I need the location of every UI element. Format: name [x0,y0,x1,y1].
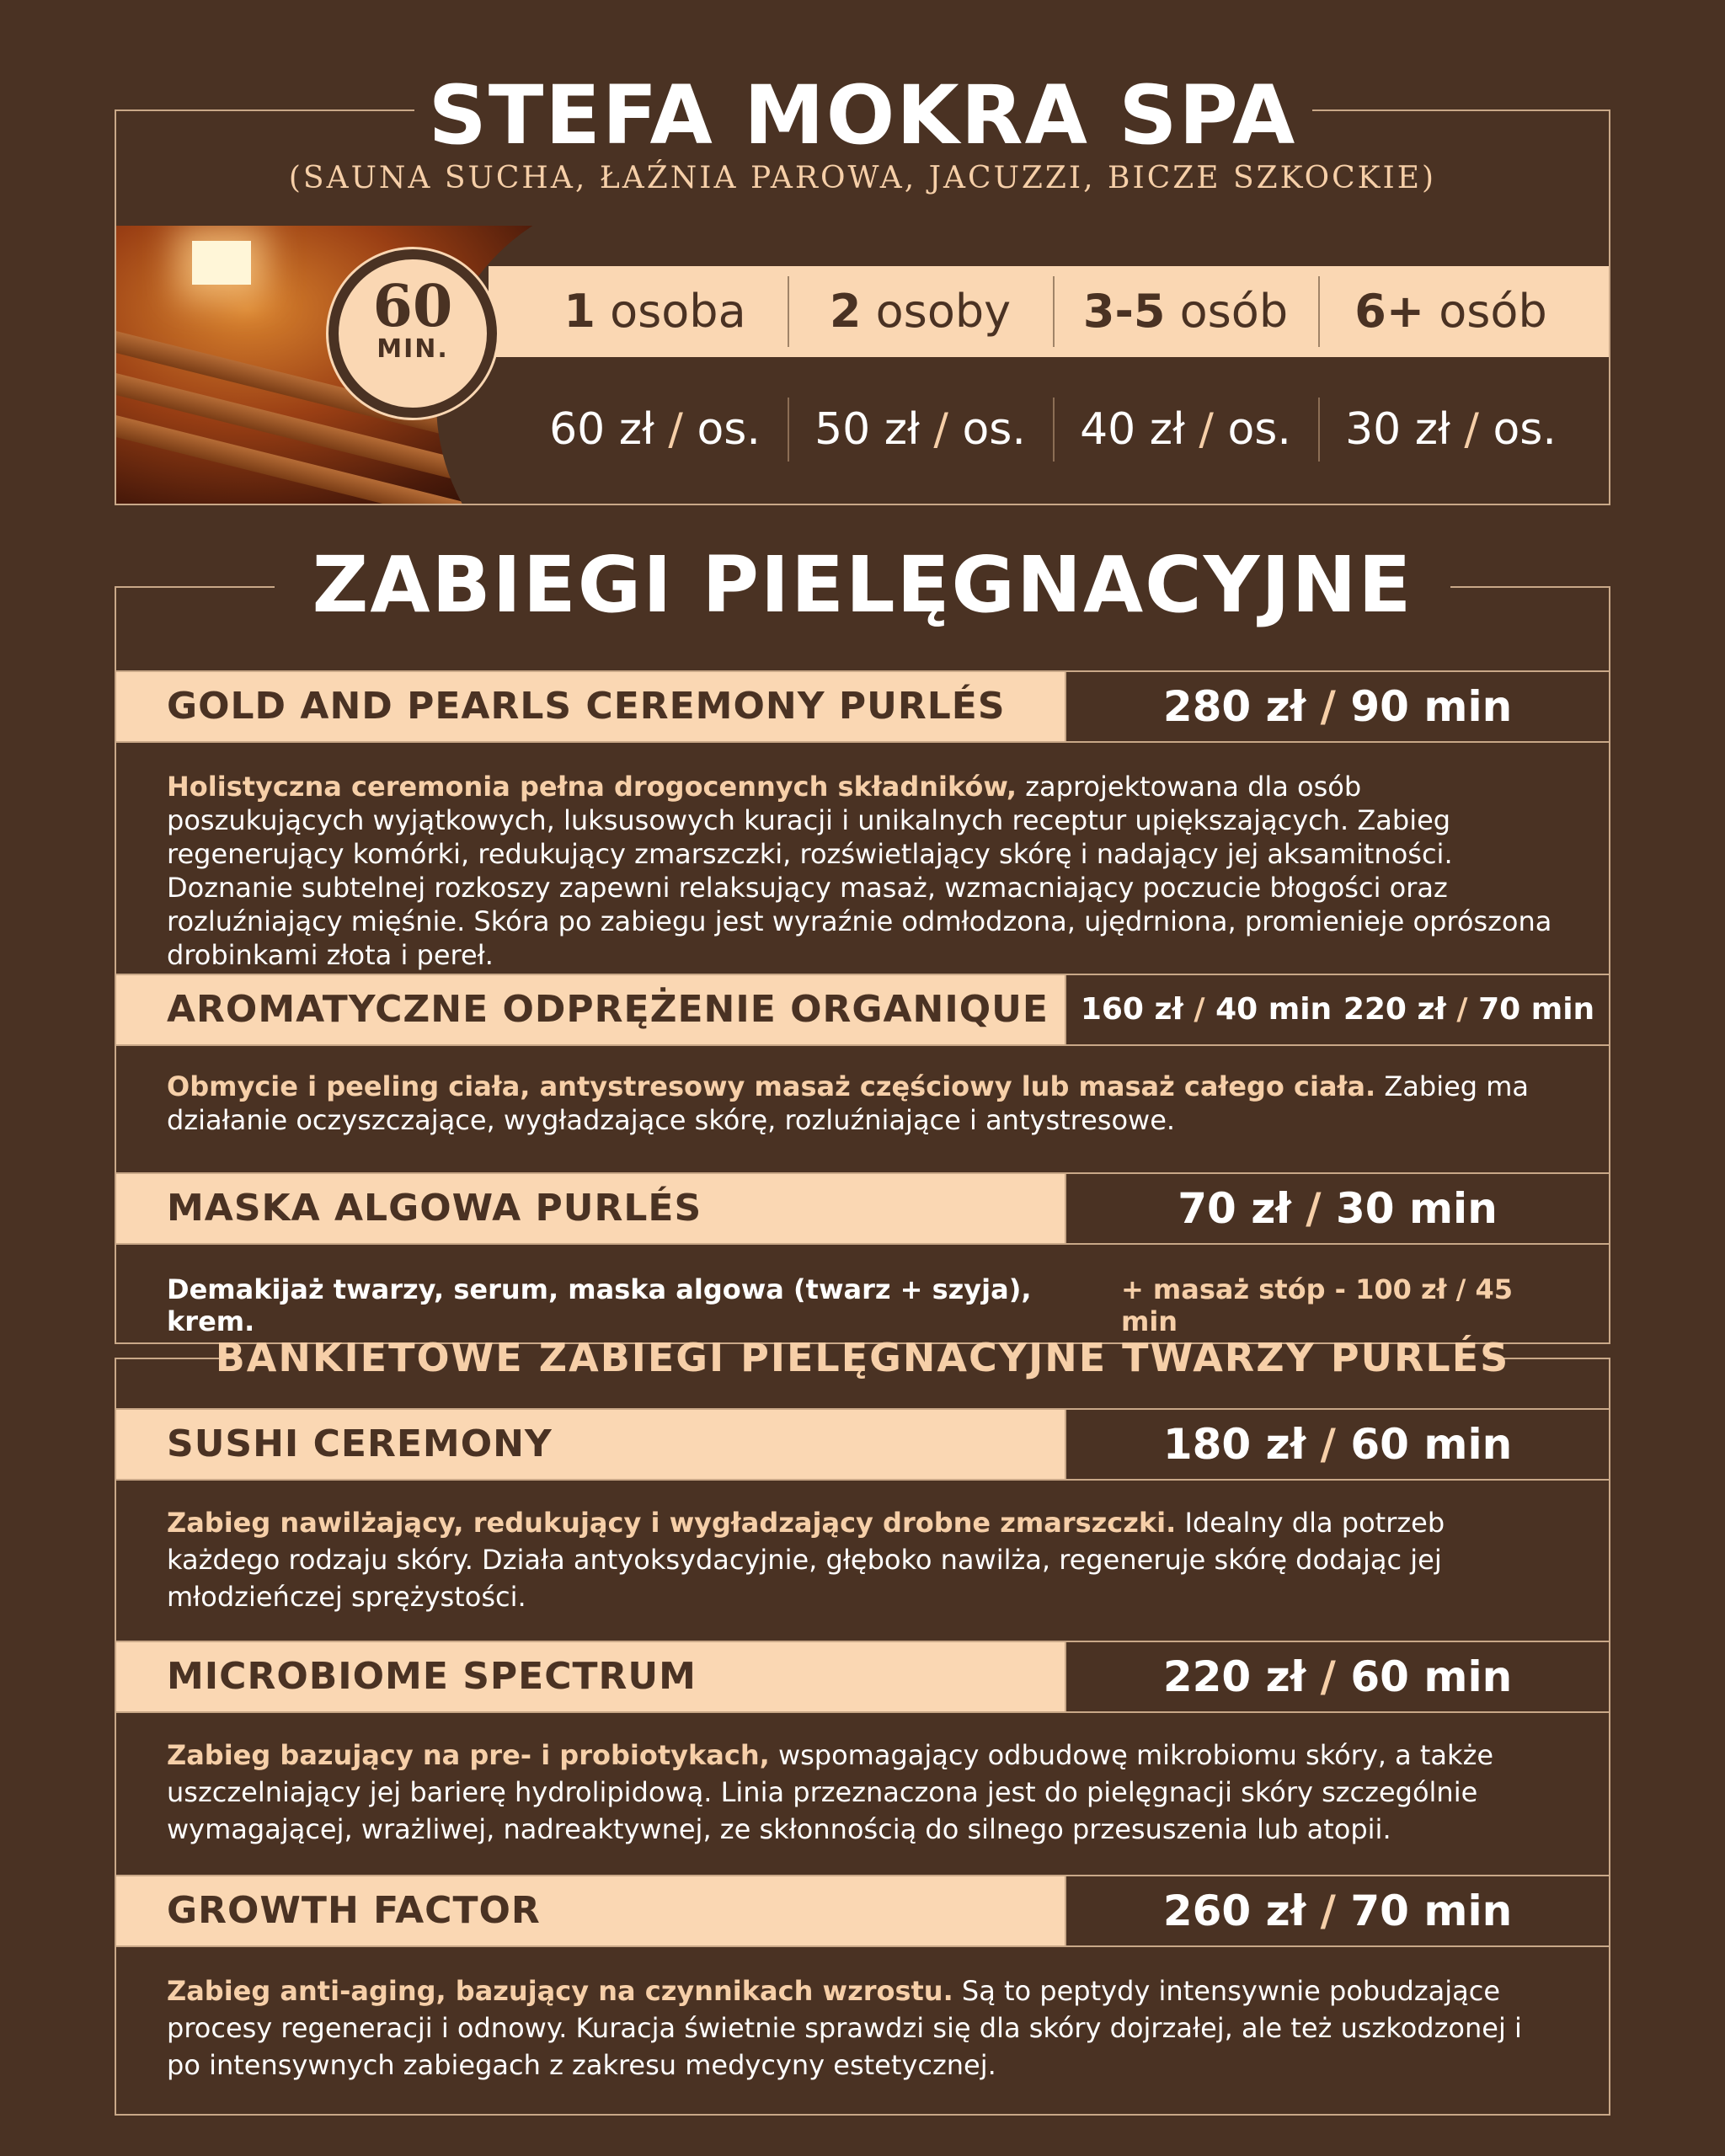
spa-col-head: 3-5 osób [1053,266,1318,357]
spa-price-cell: 40 zł / os. [1053,387,1318,472]
spa-price-cell: 60 zł / os. [549,404,761,455]
treatment-price: 280 zł / 90 min [1065,672,1609,741]
treatment-price: 70 zł / 30 min [1065,1174,1609,1243]
spa-col-head: 2 osoby [788,266,1053,357]
treatment-price: 220 zł / 60 min [1065,1642,1609,1711]
bankiet-title: BANKIETOWE ZABIEGI PIELĘGNACYJNE TWARZY PURLÉS [215,1335,1510,1380]
badge-number: 60 [372,273,453,340]
treatment-name: MASKA ALGOWA PURLÉS [116,1174,1065,1243]
treatment-extra: + masaż stóp - 100 zł / 45 min [1120,1273,1513,1337]
treatment-name: AROMATYCZNE ODPRĘŻENIE ORGANIQUE [116,975,1065,1044]
treatment-description: Zabieg bazujący na pre- i probiotykach, wspomagający odbudowę mikrobiomu skóry, a także uszczelniający jej barierę hydrolipidową. Linia przeznaczona jest do pielęgnacji skóry szczególnie wymagającej, wrażliwej, nadreaktywnej, ze skłonnością do silnego przesuszenia lub atopii. [167,1739,1494,1845]
spa-price-cell: 30 zł / os. [1318,387,1583,472]
treatment-name: SUSHI CEREMONY [116,1410,1065,1479]
treatment-row-growth-factor [116,1875,1609,1947]
spa-title: STEFA MOKRA SPA [428,68,1297,163]
duration-badge [328,249,497,418]
spa-col-head: 1 osoba [563,285,746,338]
treatment-name: GROWTH FACTOR [116,1876,1065,1945]
treatment-row-aromatyczne [116,974,1609,1046]
spa-subtitle: (SAUNA SUCHA, ŁAŹNIA PAROWA, JACUZZI, BICZE SZKOCKIE) [288,161,1437,195]
treatment-description: Obmycie i peeling ciała, antystresowy masaż częściowy lub masaż całego ciała. Zabieg ma działanie oczyszczające, wygładzające skórę, rozluźniające i antystresowe. [167,1070,1530,1136]
treatment-row-gold-pearls [116,670,1609,743]
treatment-row-sushi [116,1408,1609,1481]
treatment-name: MICROBIOME SPECTRUM [116,1642,1065,1711]
spa-price-cell: 50 zł / os. [788,387,1053,472]
treatment-description: Holistyczna ceremonia pełna drogocennych składników, zaprojektowana dla osób poszukujących wyjątkowych, luksusowych kuracji i unikalnych receptur upiększających. Zabieg regenerujący komórki, redukujący zmarszczki, rozświetlający skórę i nadający jej aksamitności. Doznanie subtelnej rozkoszy zapewni relaksujący masaż, wzmacniający poczucie błogości oraz rozluźniający mięśnie. Skóra po zabiegu jest wyraźnie odmłodzona, ujędrniona, promienieje oprószona drobinkami złota i pereł. [167,771,1552,971]
treatment-row-microbiome [116,1641,1609,1713]
spa-col-head: 6+ osób [1318,266,1583,357]
treatment-description: Zabieg nawilżający, redukujący i wygładzający drobne zmarszczki. Idealny dla potrzeb każdego rodzaju skóry. Działa antyoksydacyjnie, głęboko nawilża, regeneruje skórę dodając jej młodzieńczej sprężystości. [167,1507,1445,1613]
treatment-price: 260 zł / 70 min [1065,1876,1609,1945]
spa-price-columns [522,387,1583,472]
spa-header-columns [522,266,1583,357]
treatment-description: Demakijaż twarzy, serum, maska algowa (twarz + szyja), krem. + masaż stóp - 100 zł / 45 min [167,1273,1575,1337]
treatment-price: 180 zł / 60 min [1065,1410,1609,1479]
badge-unit: MIN. [377,334,449,364]
treatment-description: Zabieg anti-aging, bazujący na czynnikach wzrostu. Są to peptydy intensywnie pobudzające procesy regeneracji i odnowy. Kuracja świetnie sprawdzi się dla skóry dojrzałej, ale też uszkodzonej i po intensywnych zabiegach z zakresu medycyny estetycznej. [167,1975,1522,2081]
treatment-name: GOLD AND PEARLS CEREMONY PURLÉS [116,672,1065,741]
zabiegi-title: ZABIEGI PIELĘGNACYJNE [312,540,1413,630]
sauna-window [192,241,251,285]
treatment-row-maska-algowa [116,1172,1609,1245]
treatment-price: 160 zł / 40 min 220 zł / 70 min [1065,975,1609,1044]
